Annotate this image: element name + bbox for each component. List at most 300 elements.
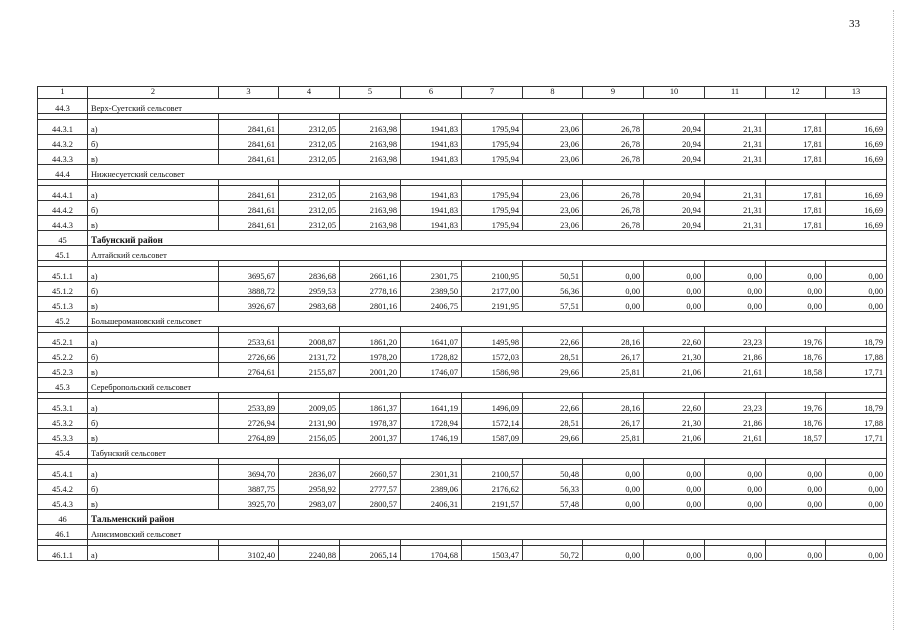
table-row — [38, 267, 887, 282]
value-cell: 1941,83 — [401, 120, 462, 135]
row-code: 44.3.2 — [38, 135, 88, 150]
table-body — [38, 87, 887, 561]
value-cell: 0,00 — [766, 546, 826, 561]
value-cell: 20,94 — [644, 186, 705, 201]
value-cell: 2841,61 — [219, 201, 279, 216]
value-cell: 22,60 — [644, 333, 705, 348]
value-cell: 0,00 — [826, 297, 887, 312]
table-row — [38, 480, 887, 495]
row-label: а) — [88, 333, 219, 348]
value-cell: 2155,87 — [279, 363, 340, 378]
row-code: 44.4 — [38, 165, 88, 180]
value-cell: 1704,68 — [401, 546, 462, 561]
value-cell: 1641,07 — [401, 333, 462, 348]
value-cell: 2312,05 — [279, 150, 340, 165]
value-cell: 1586,98 — [462, 363, 523, 378]
value-cell: 21,86 — [705, 348, 766, 363]
value-cell: 1978,20 — [340, 348, 401, 363]
value-cell: 26,78 — [583, 216, 644, 231]
row-label: б) — [88, 201, 219, 216]
value-cell: 2983,68 — [279, 297, 340, 312]
column-header: 3 — [219, 87, 279, 99]
value-cell: 2778,16 — [340, 282, 401, 297]
value-cell: 26,78 — [583, 201, 644, 216]
value-cell: 0,00 — [644, 546, 705, 561]
row-label: б) — [88, 135, 219, 150]
value-cell: 1495,98 — [462, 333, 523, 348]
value-cell: 22,66 — [523, 399, 583, 414]
value-cell: 21,31 — [705, 135, 766, 150]
value-cell: 2100,57 — [462, 465, 523, 480]
row-code: 45 — [38, 231, 88, 246]
row-label: б) — [88, 414, 219, 429]
row-code: 45.2.1 — [38, 333, 88, 348]
value-cell: 56,33 — [523, 480, 583, 495]
row-code: 45.2 — [38, 312, 88, 327]
value-cell: 20,94 — [644, 216, 705, 231]
value-cell: 26,78 — [583, 150, 644, 165]
value-cell: 0,00 — [583, 282, 644, 297]
header-row — [38, 87, 887, 99]
value-cell: 2131,90 — [279, 414, 340, 429]
value-cell: 0,00 — [826, 495, 887, 510]
value-cell: 1978,37 — [340, 414, 401, 429]
value-cell: 26,78 — [583, 120, 644, 135]
value-cell: 2841,61 — [219, 216, 279, 231]
value-cell: 2406,75 — [401, 297, 462, 312]
value-cell: 2841,61 — [219, 135, 279, 150]
value-cell: 0,00 — [583, 546, 644, 561]
value-cell: 23,23 — [705, 399, 766, 414]
value-cell: 23,06 — [523, 150, 583, 165]
value-cell: 1587,09 — [462, 429, 523, 444]
value-cell: 17,81 — [766, 186, 826, 201]
value-cell: 2001,20 — [340, 363, 401, 378]
value-cell: 25,81 — [583, 429, 644, 444]
column-header: 13 — [826, 87, 887, 99]
value-cell: 28,51 — [523, 348, 583, 363]
value-cell: 17,81 — [766, 216, 826, 231]
column-header: 1 — [38, 87, 88, 99]
value-cell: 17,71 — [826, 429, 887, 444]
row-label: в) — [88, 363, 219, 378]
table-row — [38, 201, 887, 216]
value-cell: 21,61 — [705, 429, 766, 444]
value-cell: 3695,67 — [219, 267, 279, 282]
value-cell: 1941,83 — [401, 150, 462, 165]
value-cell: 22,66 — [523, 333, 583, 348]
value-cell: 0,00 — [705, 495, 766, 510]
value-cell: 2131,72 — [279, 348, 340, 363]
row-code: 44.4.3 — [38, 216, 88, 231]
value-cell: 57,51 — [523, 297, 583, 312]
value-cell: 0,00 — [644, 297, 705, 312]
value-cell: 2836,68 — [279, 267, 340, 282]
value-cell: 26,78 — [583, 186, 644, 201]
row-code: 46 — [38, 510, 88, 525]
row-label: в) — [88, 216, 219, 231]
row-label: б) — [88, 480, 219, 495]
value-cell: 2726,66 — [219, 348, 279, 363]
value-cell: 18,79 — [826, 399, 887, 414]
row-label: а) — [88, 120, 219, 135]
value-cell: 1941,83 — [401, 201, 462, 216]
value-cell: 26,17 — [583, 414, 644, 429]
value-cell: 2176,62 — [462, 480, 523, 495]
value-cell: 57,48 — [523, 495, 583, 510]
column-header: 10 — [644, 87, 705, 99]
value-cell: 0,00 — [705, 465, 766, 480]
table-row — [38, 414, 887, 429]
value-cell: 50,72 — [523, 546, 583, 561]
group-row — [38, 312, 887, 327]
value-cell: 1795,94 — [462, 201, 523, 216]
value-cell: 18,76 — [766, 414, 826, 429]
value-cell: 2389,06 — [401, 480, 462, 495]
value-cell: 20,94 — [644, 135, 705, 150]
row-label: в) — [88, 150, 219, 165]
value-cell: 2100,95 — [462, 267, 523, 282]
value-cell: 3694,70 — [219, 465, 279, 480]
value-cell: 21,06 — [644, 429, 705, 444]
value-cell: 1746,19 — [401, 429, 462, 444]
value-cell: 1572,14 — [462, 414, 523, 429]
value-cell: 17,81 — [766, 135, 826, 150]
column-header: 11 — [705, 87, 766, 99]
value-cell: 2312,05 — [279, 135, 340, 150]
table-row — [38, 216, 887, 231]
value-cell: 1861,37 — [340, 399, 401, 414]
value-cell: 0,00 — [826, 480, 887, 495]
value-cell: 2958,92 — [279, 480, 340, 495]
value-cell: 19,76 — [766, 399, 826, 414]
value-cell: 1641,19 — [401, 399, 462, 414]
value-cell: 2301,75 — [401, 267, 462, 282]
table-row — [38, 150, 887, 165]
value-cell: 2841,61 — [219, 186, 279, 201]
row-code: 45.3.2 — [38, 414, 88, 429]
value-cell: 21,06 — [644, 363, 705, 378]
value-cell: 2764,89 — [219, 429, 279, 444]
table-row — [38, 333, 887, 348]
row-code: 45.1 — [38, 246, 88, 261]
column-header: 5 — [340, 87, 401, 99]
value-cell: 1941,83 — [401, 216, 462, 231]
value-cell: 2240,88 — [279, 546, 340, 561]
table-row — [38, 348, 887, 363]
value-cell: 26,17 — [583, 348, 644, 363]
value-cell: 28,16 — [583, 333, 644, 348]
value-cell: 21,30 — [644, 348, 705, 363]
value-cell: 0,00 — [583, 297, 644, 312]
value-cell: 2312,05 — [279, 216, 340, 231]
table-row — [38, 282, 887, 297]
column-header: 7 — [462, 87, 523, 99]
value-cell: 0,00 — [826, 546, 887, 561]
value-cell: 2836,07 — [279, 465, 340, 480]
value-cell: 2156,05 — [279, 429, 340, 444]
value-cell: 0,00 — [644, 495, 705, 510]
value-cell: 29,66 — [523, 429, 583, 444]
column-header: 6 — [401, 87, 462, 99]
value-cell: 0,00 — [766, 297, 826, 312]
value-cell: 17,81 — [766, 201, 826, 216]
value-cell: 2191,57 — [462, 495, 523, 510]
row-code: 45.4.1 — [38, 465, 88, 480]
value-cell: 56,36 — [523, 282, 583, 297]
row-label: а) — [88, 267, 219, 282]
value-cell: 0,00 — [766, 267, 826, 282]
value-cell: 16,69 — [826, 201, 887, 216]
value-cell: 25,81 — [583, 363, 644, 378]
row-code: 45.4 — [38, 444, 88, 459]
value-cell: 2533,61 — [219, 333, 279, 348]
page-edge-line — [893, 10, 894, 630]
row-code: 45.2.3 — [38, 363, 88, 378]
value-cell: 21,86 — [705, 414, 766, 429]
row-code: 45.3.1 — [38, 399, 88, 414]
value-cell: 0,00 — [644, 480, 705, 495]
row-code: 45.3 — [38, 378, 88, 393]
group-row — [38, 246, 887, 261]
value-cell: 21,31 — [705, 186, 766, 201]
value-cell: 2163,98 — [340, 216, 401, 231]
column-header: 4 — [279, 87, 340, 99]
row-code: 45.4.3 — [38, 495, 88, 510]
value-cell: 2177,00 — [462, 282, 523, 297]
group-name: Табунский сельсовет — [88, 444, 887, 459]
value-cell: 17,71 — [826, 363, 887, 378]
value-cell: 2001,37 — [340, 429, 401, 444]
row-code: 45.4.2 — [38, 480, 88, 495]
row-label: в) — [88, 429, 219, 444]
value-cell: 17,81 — [766, 120, 826, 135]
row-code: 44.3.1 — [38, 120, 88, 135]
group-name: Верх-Суетский сельсовет — [88, 99, 887, 114]
value-cell: 18,79 — [826, 333, 887, 348]
value-cell: 0,00 — [583, 465, 644, 480]
group-row — [38, 525, 887, 540]
value-cell: 3925,70 — [219, 495, 279, 510]
value-cell: 0,00 — [826, 282, 887, 297]
group-name: Анисимовский сельсовет — [88, 525, 887, 540]
value-cell: 2726,94 — [219, 414, 279, 429]
value-cell: 1728,94 — [401, 414, 462, 429]
value-cell: 2983,07 — [279, 495, 340, 510]
value-cell: 0,00 — [583, 267, 644, 282]
value-cell: 17,88 — [826, 348, 887, 363]
column-header: 8 — [523, 87, 583, 99]
value-cell: 22,60 — [644, 399, 705, 414]
table-row — [38, 465, 887, 480]
table-row — [38, 363, 887, 378]
value-cell: 1941,83 — [401, 135, 462, 150]
table-row — [38, 186, 887, 201]
value-cell: 18,58 — [766, 363, 826, 378]
row-label: а) — [88, 465, 219, 480]
value-cell: 2163,98 — [340, 201, 401, 216]
tariff-table — [37, 86, 887, 561]
value-cell: 0,00 — [705, 546, 766, 561]
value-cell: 0,00 — [826, 267, 887, 282]
group-name: Алтайский сельсовет — [88, 246, 887, 261]
value-cell: 2660,57 — [340, 465, 401, 480]
value-cell: 0,00 — [705, 480, 766, 495]
value-cell: 2841,61 — [219, 150, 279, 165]
value-cell: 0,00 — [766, 465, 826, 480]
value-cell: 0,00 — [766, 495, 826, 510]
value-cell: 16,69 — [826, 216, 887, 231]
value-cell: 2312,05 — [279, 186, 340, 201]
value-cell: 50,51 — [523, 267, 583, 282]
value-cell: 3926,67 — [219, 297, 279, 312]
value-cell: 1795,94 — [462, 150, 523, 165]
value-cell: 2008,87 — [279, 333, 340, 348]
value-cell: 26,78 — [583, 135, 644, 150]
value-cell: 0,00 — [583, 495, 644, 510]
row-code: 45.1.3 — [38, 297, 88, 312]
table-row — [38, 546, 887, 561]
value-cell: 1941,83 — [401, 186, 462, 201]
value-cell: 2065,14 — [340, 546, 401, 561]
value-cell: 2009,05 — [279, 399, 340, 414]
value-cell: 23,23 — [705, 333, 766, 348]
value-cell: 1503,47 — [462, 546, 523, 561]
value-cell: 50,48 — [523, 465, 583, 480]
value-cell: 23,06 — [523, 216, 583, 231]
row-code: 45.2.2 — [38, 348, 88, 363]
value-cell: 20,94 — [644, 120, 705, 135]
value-cell: 16,69 — [826, 186, 887, 201]
value-cell: 2841,61 — [219, 120, 279, 135]
value-cell: 2191,95 — [462, 297, 523, 312]
value-cell: 3887,75 — [219, 480, 279, 495]
row-code: 44.4.2 — [38, 201, 88, 216]
row-code: 45.3.3 — [38, 429, 88, 444]
table-row — [38, 399, 887, 414]
row-label: в) — [88, 495, 219, 510]
value-cell: 2163,98 — [340, 150, 401, 165]
row-code: 45.1.2 — [38, 282, 88, 297]
value-cell: 1746,07 — [401, 363, 462, 378]
value-cell: 2533,89 — [219, 399, 279, 414]
group-name: Большеромановский сельсовет — [88, 312, 887, 327]
value-cell: 21,31 — [705, 150, 766, 165]
value-cell: 0,00 — [644, 282, 705, 297]
value-cell: 20,94 — [644, 150, 705, 165]
value-cell: 2312,05 — [279, 201, 340, 216]
row-label: а) — [88, 399, 219, 414]
value-cell: 23,06 — [523, 135, 583, 150]
value-cell: 0,00 — [705, 282, 766, 297]
value-cell: 3888,72 — [219, 282, 279, 297]
group-row — [38, 444, 887, 459]
row-label: б) — [88, 282, 219, 297]
value-cell: 0,00 — [705, 297, 766, 312]
value-cell: 0,00 — [766, 480, 826, 495]
table-row — [38, 120, 887, 135]
value-cell: 1795,94 — [462, 135, 523, 150]
value-cell: 2389,50 — [401, 282, 462, 297]
group-row — [38, 165, 887, 180]
value-cell: 28,51 — [523, 414, 583, 429]
table-row — [38, 495, 887, 510]
value-cell: 1728,82 — [401, 348, 462, 363]
value-cell: 2959,53 — [279, 282, 340, 297]
value-cell: 0,00 — [583, 480, 644, 495]
value-cell: 2764,61 — [219, 363, 279, 378]
section-title: Тальменский район — [88, 510, 887, 525]
row-label: а) — [88, 186, 219, 201]
value-cell: 3102,40 — [219, 546, 279, 561]
column-header: 2 — [88, 87, 219, 99]
value-cell: 21,31 — [705, 216, 766, 231]
value-cell: 2163,98 — [340, 186, 401, 201]
value-cell: 16,69 — [826, 150, 887, 165]
table-row — [38, 297, 887, 312]
value-cell: 2661,16 — [340, 267, 401, 282]
value-cell: 2801,16 — [340, 297, 401, 312]
value-cell: 1795,94 — [462, 120, 523, 135]
value-cell: 2800,57 — [340, 495, 401, 510]
table-row — [38, 135, 887, 150]
row-code: 44.3.3 — [38, 150, 88, 165]
group-name: Серебропольский сельсовет — [88, 378, 887, 393]
value-cell: 0,00 — [644, 267, 705, 282]
value-cell: 0,00 — [644, 465, 705, 480]
row-code: 46.1.1 — [38, 546, 88, 561]
row-code: 44.4.1 — [38, 186, 88, 201]
value-cell: 20,94 — [644, 201, 705, 216]
row-label: б) — [88, 348, 219, 363]
value-cell: 21,61 — [705, 363, 766, 378]
value-cell: 1496,09 — [462, 399, 523, 414]
value-cell: 23,06 — [523, 120, 583, 135]
value-cell: 2777,57 — [340, 480, 401, 495]
table-row — [38, 429, 887, 444]
row-code: 45.1.1 — [38, 267, 88, 282]
value-cell: 2301,31 — [401, 465, 462, 480]
row-label: в) — [88, 297, 219, 312]
group-row — [38, 378, 887, 393]
value-cell: 18,76 — [766, 348, 826, 363]
section-title: Табунский район — [88, 231, 887, 246]
value-cell: 19,76 — [766, 333, 826, 348]
group-row — [38, 99, 887, 114]
value-cell: 2406,31 — [401, 495, 462, 510]
value-cell: 1795,94 — [462, 216, 523, 231]
value-cell: 28,16 — [583, 399, 644, 414]
row-code: 46.1 — [38, 525, 88, 540]
value-cell: 2163,98 — [340, 120, 401, 135]
section-row — [38, 510, 887, 525]
value-cell: 1795,94 — [462, 186, 523, 201]
row-label: а) — [88, 546, 219, 561]
value-cell: 21,31 — [705, 201, 766, 216]
value-cell: 21,31 — [705, 120, 766, 135]
value-cell: 0,00 — [766, 282, 826, 297]
value-cell: 16,69 — [826, 120, 887, 135]
row-code: 44.3 — [38, 99, 88, 114]
value-cell: 0,00 — [705, 267, 766, 282]
value-cell: 1572,03 — [462, 348, 523, 363]
value-cell: 1861,20 — [340, 333, 401, 348]
group-name: Нижнесуетский сельсовет — [88, 165, 887, 180]
value-cell: 2312,05 — [279, 120, 340, 135]
section-row — [38, 231, 887, 246]
value-cell: 29,66 — [523, 363, 583, 378]
value-cell: 23,06 — [523, 186, 583, 201]
